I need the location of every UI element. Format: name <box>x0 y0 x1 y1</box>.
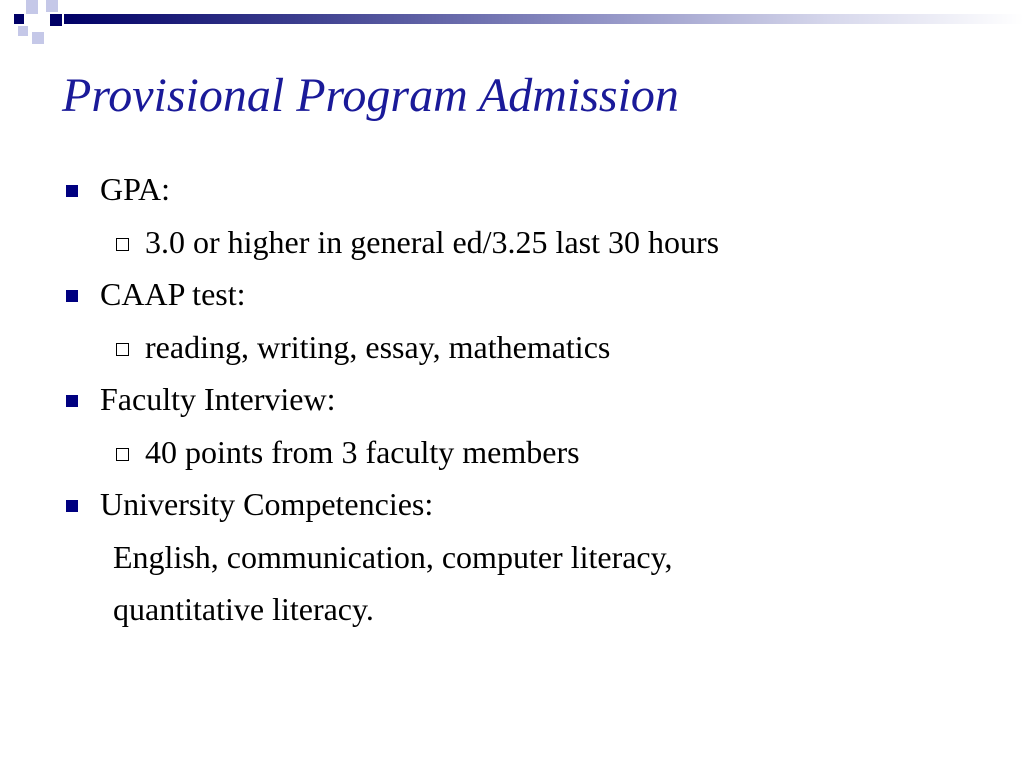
filled-square-bullet-icon <box>66 290 78 302</box>
corner-square-decoration <box>14 14 24 24</box>
bullet-item <box>0 373 1024 426</box>
continuation-line <box>0 583 1024 636</box>
sub-bullet-text: 40 points from 3 faculty members <box>145 433 580 470</box>
sub-bullet-text: 3.0 or higher in general ed/3.25 last 30 hours <box>145 223 720 260</box>
corner-square-decoration <box>46 0 58 12</box>
continuation-text: quantitative literacy. <box>113 591 374 627</box>
bullet-text: Faculty Interview: <box>100 381 336 417</box>
slide-title: Provisional Program Admission <box>62 69 679 122</box>
filled-square-bullet-icon <box>66 185 78 197</box>
hollow-square-bullet-icon <box>116 238 129 251</box>
filled-square-bullet-icon <box>66 500 78 512</box>
title-gradient-bar <box>64 14 1024 24</box>
corner-square-decoration <box>18 26 28 36</box>
corner-square-decoration <box>32 32 44 44</box>
corner-square-decoration <box>26 0 38 14</box>
hollow-square-bullet-icon <box>116 448 129 461</box>
continuation-text: English, communication, computer literacy, <box>113 538 673 575</box>
bullet-item <box>0 268 1024 321</box>
sub-bullet-text: reading, writing, essay, mathematics <box>145 328 611 365</box>
sub-bullet-item <box>0 321 1024 374</box>
sub-bullet-item <box>0 216 1024 269</box>
bullet-text: CAAP test: <box>100 276 246 312</box>
bullet-item <box>0 478 1024 531</box>
bullet-text: GPA: <box>100 171 170 207</box>
hollow-square-bullet-icon <box>116 343 129 356</box>
filled-square-bullet-icon <box>66 395 78 407</box>
bullet-list <box>0 163 1024 636</box>
sub-bullet-item <box>0 426 1024 479</box>
bullet-text: University Competencies: <box>100 486 434 522</box>
bullet-item <box>0 163 1024 216</box>
corner-square-decoration <box>50 14 62 26</box>
continuation-line <box>0 531 1024 584</box>
